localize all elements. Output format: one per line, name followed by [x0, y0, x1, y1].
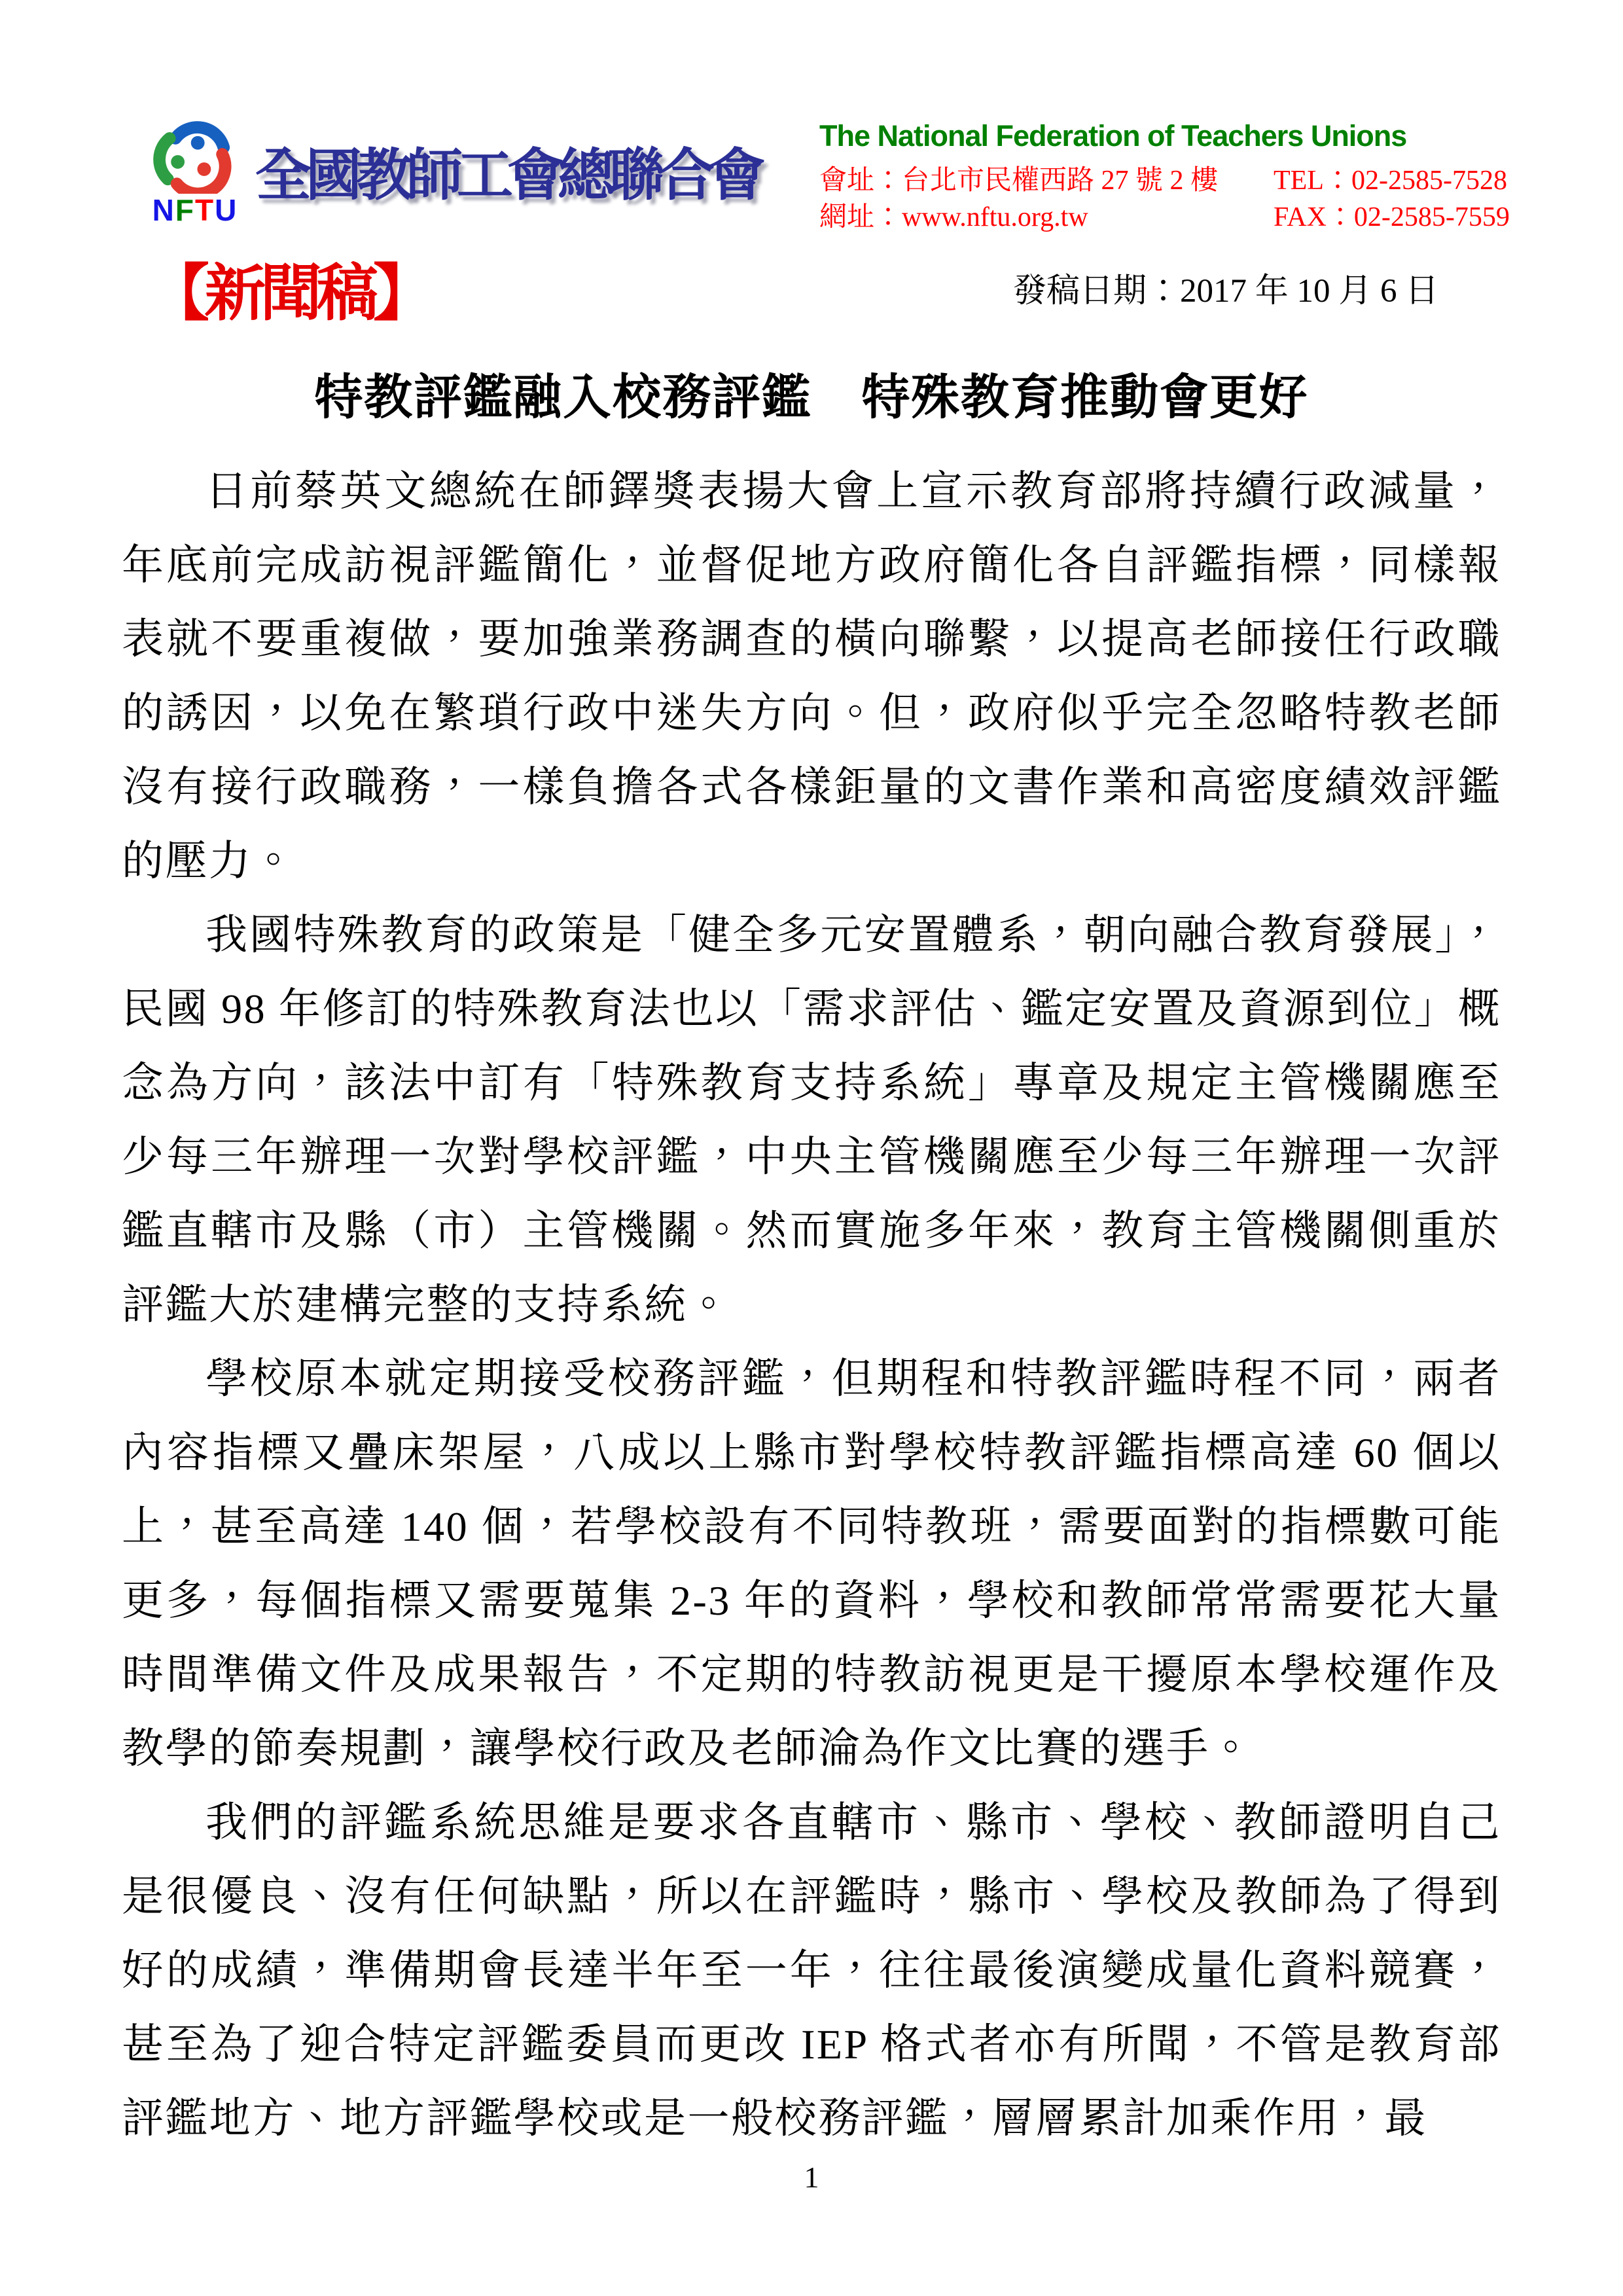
paragraph: 我們的評鑑系統思維是要求各直轄市、縣市、學校、教師證明自己是很優良、沒有任何缺點，所以在評鑑時，縣市、學校及教師為了得到好的成績，準備期會長達半年至一年，往往最後演變成量化資料競賽，甚至為了迎合特定評鑑委員而更改 IEP 格式者亦有所聞，不管是教育部評鑑地方、地方評鑑學校或是一般校務評鑑，層層累計加乘作用，最 — [122, 1799, 1501, 2142]
nftu-acronym — [143, 195, 247, 225]
nftu-letter: T — [195, 193, 215, 227]
paragraph: 學校原本就定期接受校務評鑑，但期程和特教評鑑時程不同，兩者內容指標又疊床架屋，八成以上縣市對學校特教評鑑指標高達 60 個以上，甚至高達 140 個，若學校設有不同特教班，需要面對的指標數可能更多，每個指標又需要蒐集 2-3 年的資料，學校和教師常常需要花大量時間準備文件及成果報告，不定期的特教訪視更是干擾原本學校運作及教學的節奏規劃，讓學校行政及老師淪為作文比賽的選手。 — [122, 1355, 1501, 1772]
nftu-logo — [143, 117, 247, 225]
nftu-pinwheel-icon — [149, 117, 241, 194]
page-number: 1 — [804, 2161, 819, 2194]
nftu-letter: F — [175, 193, 195, 227]
document-title: 特教評鑑融入校務評鑑 特殊教育推動會更好 — [314, 371, 1309, 425]
issue-date: 發稿日期：2017 年 10 月 6 日 — [1013, 273, 1439, 310]
fax-line: FAX：02-2585-7559 — [1274, 202, 1510, 232]
document-body — [122, 454, 1501, 2155]
press-release-tag: 【新聞稿】 — [148, 260, 430, 328]
org-name-en: The National Federation of Teachers Unions — [819, 119, 1407, 152]
nftu-letter: N — [152, 193, 175, 227]
website-line: 網址：www.nftu.org.tw — [819, 202, 1088, 232]
paragraph: 日前蔡英文總統在師鐸獎表揚大會上宣示教育部將持續行政減量，年底前完成訪視評鑑簡化，並督促地方政府簡化各自評鑑指標，同樣報表就不要重複做，要加強業務調查的橫向聯繫，以提高老師接任行政職的誘因，以免在繁瑣行政中迷失方向。但，政府似乎完全忽略特教老師沒有接行政職務，一樣負擔各式各樣鉅量的文書作業和高密度績效評鑑的壓力。 — [122, 468, 1501, 884]
nftu-letter: U — [215, 193, 238, 227]
org-name-zh: 全國教師工會總聯合會 — [255, 144, 759, 207]
address-line: 會址：台北市民權西路 27 號 2 樓 — [819, 166, 1219, 196]
tel-line: TEL：02-2585-7528 — [1274, 166, 1507, 196]
paragraph: 我國特殊教育的政策是「健全多元安置體系，朝向融合教育發展」，民國 98 年修訂的特殊教育法也以「需求評估、鑑定安置及資源到位」概念為方向，該法中訂有「特殊教育支持系統」專章及規定主管機關應至少每三年辦理一次對學校評鑑，中央主管機關應至少每三年辦理一次評鑑直轄市及縣（市）主管機關。然而實施多年來，教育主管機關側重於評鑑大於建構完整的支持系統。 — [122, 912, 1501, 1328]
